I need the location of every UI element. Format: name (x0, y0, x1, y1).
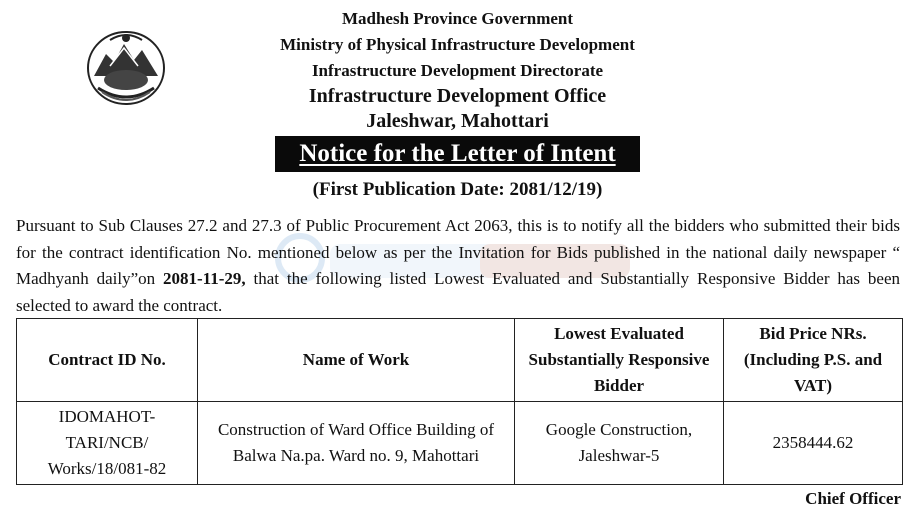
cell-work-name: Construction of Ward Office Building of Balwa Na.pa. Ward no. 9, Mahottari (198, 402, 515, 485)
cell-bidder: Google Construction, Jaleshwar-5 (515, 402, 724, 485)
province-name: Madhesh Province Government (341, 9, 574, 28)
header-bidder: Lowest Evaluated Substantially Responsive Bidder (515, 319, 724, 402)
header-contract-id: Contract ID No. (17, 319, 198, 402)
table-row (17, 402, 903, 485)
cell-bid-price: 2358444.62 (724, 402, 903, 485)
signatory-title: Chief Officer (805, 489, 901, 508)
paragraph-text-1: Pursuant to Sub Clauses 27.2 and 27.3 of Public Procurement Act 2063, this is to notify all the bidders who submitted their bids for the contract identification No. mentioned below as per the Invitation for Bids published in the national daily newspaper “ Madhyanh daily”on (16, 216, 900, 288)
notice-paragraph (16, 213, 900, 319)
bid-result-table (16, 318, 903, 485)
cell-contract-id: IDOMAHOT-TARI/NCB/ Works/18/081-82 (17, 402, 198, 485)
header-work-name: Name of Work (198, 319, 515, 402)
table-header-row (17, 319, 903, 402)
header-bid-price: Bid Price NRs. (Including P.S. and VAT) (724, 319, 903, 402)
notice-title-banner (275, 136, 640, 172)
notice-title: Notice for the Letter of Intent (299, 140, 616, 167)
office-location: Jaleshwar, Mahottari (366, 110, 549, 132)
paragraph-text-2: that the following listed Lowest Evaluated and Substantially Responsive Bidder has been selected to award the contract. (16, 269, 900, 315)
office-name: Infrastructure Development Office (308, 85, 607, 107)
ministry-name: Ministry of Physical Infrastructure Development (280, 35, 635, 54)
directorate-name: Infrastructure Development Directorate (311, 61, 604, 80)
publication-date: (First Publication Date: 2081/12/19) (312, 179, 603, 200)
publication-date-bold: 2081-11-29, (162, 269, 246, 288)
letterhead (0, 6, 915, 134)
